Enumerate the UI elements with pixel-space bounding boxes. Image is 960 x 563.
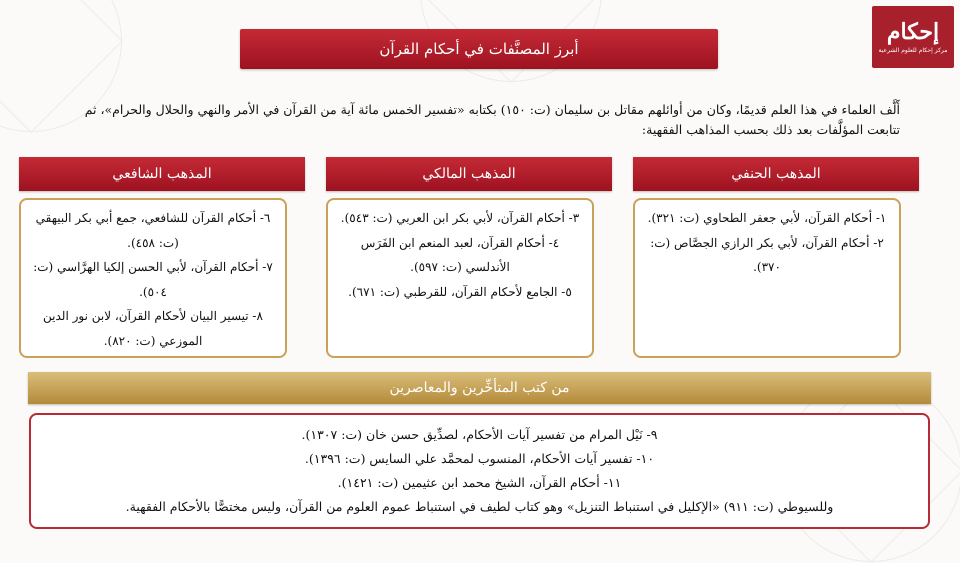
- shafii-heading-text: المذهب الشافعي: [112, 166, 212, 182]
- list-item: ٢- أحكام القرآن، لأبي بكر الرازي الجصَّاص (ت: ٣٧٠).: [650, 235, 884, 274]
- modern-books-box: [29, 413, 930, 529]
- modern-heading-text: من كتب المتأخِّرين والمعاصرين: [389, 380, 570, 396]
- list-item: ١- أحكام القرآن، لأبي جعفر الطحاوي (ت: ٣٢١).: [647, 211, 887, 225]
- list-item: ٩- نَيْل المرام من تفسير آيات الأحكام، لصدِّيق حسن خان (ت: ١٣٠٧).: [301, 427, 658, 442]
- logo-subtitle: مركز إحكام للعلوم الشرعية: [878, 47, 948, 54]
- brand-logo: [872, 6, 954, 68]
- intro-line-2: تتابعت المؤلَّفات بعد ذلك بحسب المذاهب الفقهية:: [641, 122, 900, 137]
- hanafi-books-box: [633, 198, 901, 358]
- shafii-books-box: [19, 198, 287, 358]
- modern-heading: [28, 372, 931, 404]
- list-item: ٤- أحكام القرآن، لعبد المنعم ابن الفَرَس الأندلسي (ت: ٥٩٧).: [360, 235, 560, 274]
- slide-title-text: أبرز المصنَّفات في أحكام القرآن: [379, 40, 579, 58]
- maliki-heading-text: المذهب المالكي: [422, 166, 516, 182]
- slide-title: [240, 29, 718, 69]
- hanafi-heading: [633, 157, 919, 191]
- shafii-heading: [19, 157, 305, 191]
- maliki-heading: [326, 157, 612, 191]
- intro-line-1: أَلَّف العلماء في هذا العلم قديمًا، وكان من أوائلهم مقاتل بن سليمان (ت: ١٥٠) بكتابه «تفسير الخمس مائة آية من القرآن في الأمر والنهي والحلال والحرام»، ثم: [84, 102, 900, 117]
- list-item: ٣- أحكام القرآن، لأبي بكر ابن العربي (ت: ٥٤٣).: [340, 211, 580, 225]
- list-item: ١١- أحكام القرآن، الشيخ محمد ابن عثيمين (ت: ١٤٢١).: [337, 475, 622, 490]
- intro-paragraph: [60, 100, 900, 140]
- list-item: ١٠- تفسير آيات الأحكام، المنسوب لمحمَّد علي السايس (ت: ١٣٩٦).: [304, 451, 655, 466]
- logo-mark: إحكام: [886, 19, 940, 45]
- list-item: ٥- الجامع لأحكام القرآن، للقرطبي (ت: ٦٧١).: [348, 284, 572, 299]
- list-item: ٧- أحكام القرآن، لأبي الحسن إلكيا الهرَّاسي (ت: ٥٠٤).: [33, 260, 273, 299]
- list-item: ٨- تيسير البيان لأحكام القرآن، لابن نور الدين الموزعي (ت: ٨٢٠).: [43, 309, 263, 348]
- hanafi-heading-text: المذهب الحنفي: [731, 166, 821, 182]
- list-item: ٦- أحكام القرآن للشافعي، جمع أبي بكر البيهقي (ت: ٤٥٨).: [35, 211, 271, 250]
- maliki-books-box: [326, 198, 594, 358]
- suyuti-note: وللسيوطي (ت: ٩١١) «الإكليل في استنباط التنزيل» وهو كتاب لطيف في استنباط عموم العلوم من القرآن، وليس مختصًّا بالأحكام الفقهية.: [125, 499, 834, 514]
